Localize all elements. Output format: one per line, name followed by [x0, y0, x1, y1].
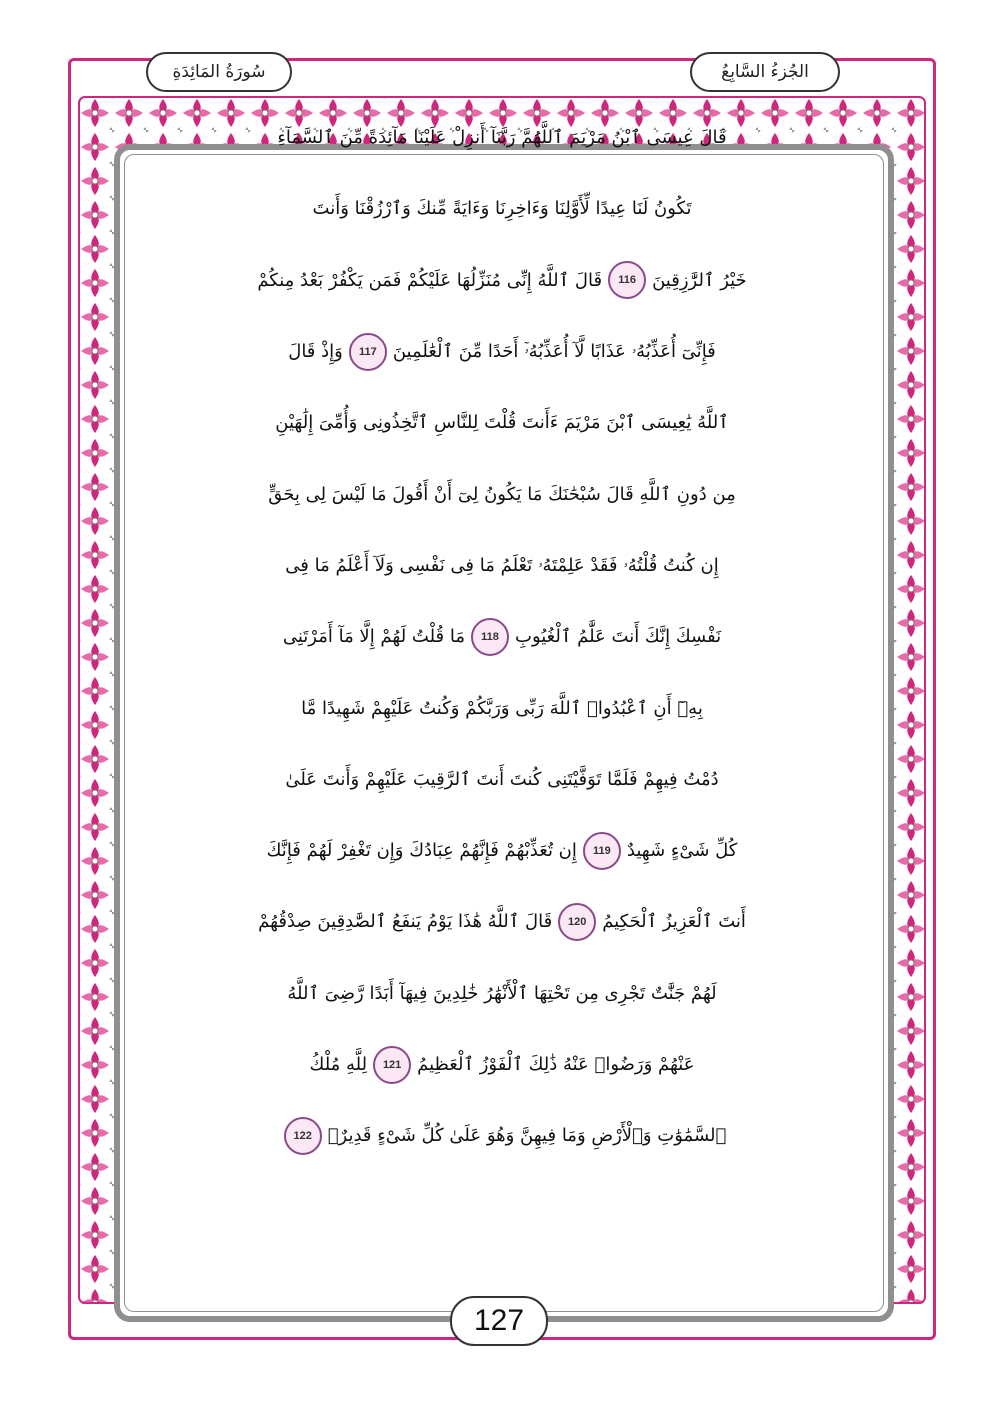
ayah-marker: 120 — [558, 903, 596, 941]
line-text: عَنْهُمْ وَرَضُوا۟ عَنْهُ ذَٰلِكَ ٱلْفَوْزُ ٱلْعَظِيمُ — [417, 1054, 695, 1075]
line-text: إِن كُنتُ قُلْتُهُۥ فَقَدْ عَلِمْتَهُۥ تَعْلَمُ مَا فِى نَفْسِى وَلَآ أَعْلَمُ مَا فِى — [285, 554, 719, 576]
verse-line — [122, 1029, 882, 1100]
line-text: تَكُونُ لَنَا عِيدًا لِّأَوَّلِنَا وَءَاخِرِنَا وَءَايَةً مِّنكَ وَٱرْزُقْنَا وَأَنتَ — [312, 198, 692, 220]
line-text: بِهِۦٓ أَنِ ٱعْبُدُوا۟ ٱللَّهَ رَبِّى وَرَبَّكُمْ وَكُنتُ عَلَيْهِمْ شَهِيدًا مَّا — [301, 697, 703, 719]
verse-line — [122, 672, 882, 743]
verse-line — [122, 102, 882, 173]
line-text: قَالَ ٱللَّهُ إِنِّى مُنَزِّلُهَا عَلَيْكُمْ فَمَن يَكْفُرْ بَعْدُ مِنكُمْ — [257, 269, 603, 291]
line-text: مَا قُلْتُ لَهُمْ إِلَّا مَآ أَمَرْتَنِى — [282, 626, 465, 648]
page-number: 127 — [450, 1296, 548, 1346]
verse-line — [122, 886, 882, 957]
line-text: نَفْسِكَ إِنَّكَ أَنتَ عَلَّٰمُ ٱلْغُيُوبِ — [515, 626, 722, 648]
verse-line — [122, 458, 882, 529]
line-text: كُلِّ شَىْءٍ شَهِيدٌ — [626, 840, 738, 862]
line-text: مِن دُونِ ٱللَّهِ قَالَ سُبْحَٰنَكَ مَا يَكُونُ لِىٓ أَنْ أَقُولَ مَا لَيْسَ لِى بِحَقٍّ — [268, 483, 736, 505]
line-text: ٱلسَّمَٰوَٰتِ وَٱلْأَرْضِ وَمَا فِيهِنَّ وَهُوَ عَلَىٰ كُلِّ شَىْءٍ قَدِيرٌۢ — [327, 1125, 727, 1147]
ayah-marker: 116 — [608, 261, 646, 299]
line-text: وَإِذْ قَالَ — [288, 341, 343, 363]
verse-line — [122, 601, 882, 672]
line-text: فَإِنِّىٓ أُعَذِّبُهُۥ عَذَابًا لَّآ أُعَذِّبُهُۥٓ أَحَدًا مِّنَ ٱلْعَٰلَمِينَ — [392, 341, 716, 363]
ayah-marker: 117 — [349, 333, 387, 371]
line-text: خَيْرُ ٱلرَّٰزِقِينَ — [652, 269, 747, 291]
line-text: لِلَّهِ مُلْكُ — [309, 1054, 368, 1075]
verse-line — [122, 744, 882, 815]
line-text: قَالَ ٱللَّهُ هَٰذَا يَوْمُ يَنفَعُ ٱلصَّٰدِقِينَ صِدْقُهُمْ — [258, 911, 553, 933]
verse-line — [122, 815, 882, 886]
juz-label: الجُزءُ السَّابِعُ — [721, 62, 809, 82]
verse-line — [122, 316, 882, 387]
verse-line — [122, 530, 882, 601]
verse-lines — [122, 102, 882, 1171]
line-text: دُمْتُ فِيهِمْ فَلَمَّا تَوَفَّيْتَنِى كُنتَ أَنتَ ٱلرَّقِيبَ عَلَيْهِمْ وَأَنتَ عَلَىٰ — [285, 768, 719, 790]
line-text: قَالَ عِيسَى ٱبْنُ مَرْيَمَ ٱللَّهُمَّ رَبَّنَآ أَنزِلْ عَلَيْنَا مَآئِدَةً مِّنَ ٱلسَّمَآءِ — [277, 127, 727, 149]
line-text: لَهُمْ جَنَّٰتٌ تَجْرِى مِن تَحْتِهَا ٱلْأَنْهَٰرُ خَٰلِدِينَ فِيهَآ أَبَدًا رَّضِىَ ٱللَّهُ — [287, 982, 717, 1004]
line-text: ٱللَّهُ يَٰعِيسَى ٱبْنَ مَرْيَمَ ءَأَنتَ قُلْتَ لِلنَّاسِ ٱتَّخِذُونِى وَأُمِّىَ إِلَٰهَيْنِ — [275, 412, 729, 434]
surah-label: سُورَةُ المَائِدَةِ — [172, 62, 266, 82]
verse-line — [122, 387, 882, 458]
ayah-marker: 118 — [471, 618, 509, 656]
line-text: إِن تُعَذِّبْهُمْ فَإِنَّهُمْ عِبَادُكَ وَإِن تَغْفِرْ لَهُمْ فَإِنَّكَ — [266, 840, 577, 862]
verse-line — [122, 245, 882, 316]
ayah-marker: 119 — [583, 832, 621, 870]
ayah-marker: 121 — [373, 1046, 411, 1084]
ayah-marker: 122 — [284, 1117, 322, 1155]
line-text: أَنتَ ٱلْعَزِيزُ ٱلْحَكِيمُ — [602, 911, 746, 933]
verse-line — [122, 958, 882, 1029]
verse-line — [122, 1100, 882, 1171]
verse-line — [122, 173, 882, 244]
juz-header — [690, 52, 840, 92]
surah-header — [146, 52, 292, 92]
